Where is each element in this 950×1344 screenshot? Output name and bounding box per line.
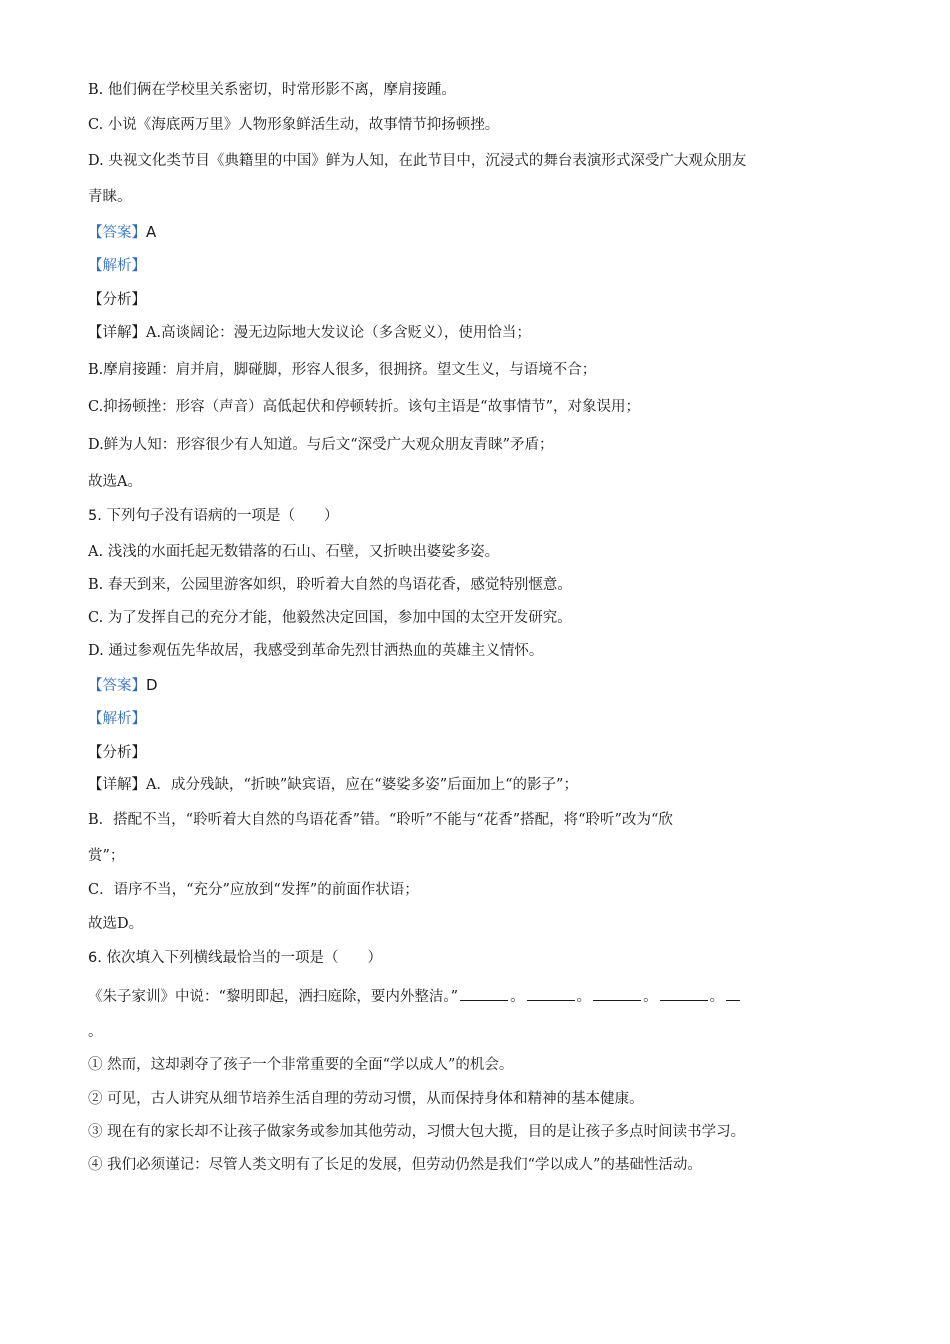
- q5-option-b: B. 春天到来，公园里游客如织，聆听着大自然的鸟语花香，感觉特别惬意。: [88, 577, 572, 593]
- q4-detail-2: B.摩肩接踵：肩并肩，脚碰脚，形容人很多，很拥挤。望文生义，与语境不合；: [88, 362, 597, 378]
- question-stem: 下列句子没有语病的一项是（ ）: [101, 508, 339, 524]
- q6-stem: [88, 948, 382, 968]
- q4-option-c: C. 小说《海底两万里》人物形象鲜活生动，故事情节抑扬顿挫。: [88, 117, 500, 133]
- q5-detail-3: C．语序不当，“充分”应放到“发挥”的前面作状语；: [88, 882, 419, 898]
- q6-item-4: ④ 我们必须谨记：尽管人类文明有了长足的发展，但劳动仍然是我们“学以成人”的基础性活动。: [88, 1157, 702, 1173]
- q5-detail-1: 【详解】A．成分残缺，“折映”缺宾语，应在“婆娑多姿”后面加上“的影子”；: [88, 777, 578, 793]
- fill-blank-1: [460, 986, 508, 1001]
- q5-option-c: C. 为了发挥自己的充分才能，他毅然决定回国，参加中国的太空开发研究。: [88, 610, 572, 626]
- answer-label: 【答案】: [88, 225, 146, 241]
- q5-answer: [88, 675, 158, 696]
- fill-blank-5: [726, 986, 740, 1001]
- q5-option-a: A. 浅浅的水面托起无数错落的石山、石壁，又折映出婆娑多姿。: [88, 544, 500, 560]
- q4-jiexi-label: 【解析】: [88, 258, 146, 274]
- question-stem: 依次填入下列横线最恰当的一项是（ ）: [101, 950, 382, 966]
- fill-blank-4: [660, 986, 708, 1001]
- q5-jiexi-label: 【解析】: [88, 711, 146, 727]
- question-number: 5.: [88, 508, 102, 524]
- q5-stem: [88, 506, 338, 526]
- blank-separator: 。: [576, 989, 592, 1005]
- answer-label: 【答案】: [88, 678, 146, 694]
- question-number: 6.: [88, 950, 102, 966]
- q5-option-d: D. 通过参观伍先华故居，我感受到革命先烈甘洒热血的英雄主义情怀。: [88, 643, 544, 659]
- q4-fenxi-label: 【分析】: [88, 292, 146, 308]
- q5-detail-2-line2: 赏”；: [88, 848, 125, 864]
- q5-fenxi-label: 【分析】: [88, 745, 146, 761]
- q4-option-d-line1: D. 央视文化类节目《典籍里的中国》鲜为人知，在此节目中，沉浸式的舞台表演形式深受广大观众朋友: [88, 153, 747, 169]
- answer-value: D: [146, 676, 158, 694]
- q4-detail-1: 【详解】A.高谈阔论：漫无边际地大发议论（多含贬义），使用恰当；: [88, 325, 531, 341]
- q4-detail-4: D.鲜为人知：形容很少有人知道。与后文“深受广大观众朋友青睐”矛盾；: [88, 437, 554, 453]
- q6-intro-line2: 。: [88, 1024, 103, 1040]
- blank-separator: 。: [643, 989, 658, 1005]
- q6-item-3: ③ 现在有的家长却不让孩子做家务或参加其他劳动，习惯大包大揽，目的是让孩子多点时间读书学习。: [88, 1124, 746, 1140]
- answer-value: A: [146, 223, 157, 241]
- q4-option-d-line2: 青睐。: [88, 189, 132, 205]
- fill-blank-2: [527, 986, 575, 1001]
- q4-option-b: B. 他们俩在学校里关系密切，时常形影不离，摩肩接踵。: [88, 82, 456, 98]
- q6-intro: 《朱子家训》中说：“黎明即起，洒扫庭除，要内外整洁。”: [88, 989, 459, 1005]
- q4-answer: [88, 222, 156, 243]
- q5-detail-2-line1: B．搭配不当，“聆听着大自然的鸟语花香”错。“聆听”不能与“花香”搭配，将“聆听”改为“欣: [88, 812, 673, 828]
- q6-intro-line: [88, 986, 742, 1007]
- fill-blank-3: [593, 986, 641, 1001]
- blank-separator: 。: [510, 989, 525, 1005]
- q4-conclusion: 故选A。: [88, 474, 142, 490]
- q6-item-2: ② 可见，古人讲究从细节培养生活自理的劳动习惯，从而保持身体和精神的基本健康。: [88, 1091, 644, 1107]
- q6-item-1: ① 然而，这却剥夺了孩子一个非常重要的全面“学以成人”的机会。: [88, 1057, 514, 1073]
- q5-conclusion: 故选D。: [88, 916, 144, 932]
- blank-separator: 。: [709, 989, 725, 1005]
- q4-detail-3: C.抑扬顿挫：形容（声音）高低起伏和停顿转折。该句主语是“故事情节”，对象误用；: [88, 399, 641, 415]
